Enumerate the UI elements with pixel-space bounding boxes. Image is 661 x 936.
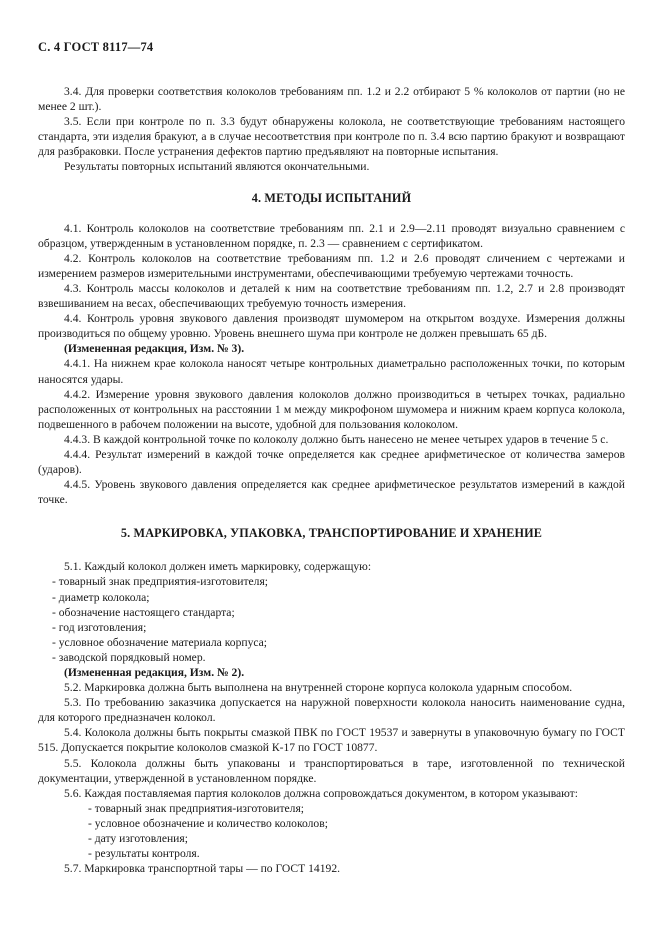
- paragraph-4-4-4: 4.4.4. Результат измерений в каждой точке определяется как среднее арифметическое от количества замеров (ударов).: [38, 447, 625, 477]
- paragraph-5-3: 5.3. По требованию заказчика допускается на наружной поверхности колокола наносить наименование судна, для которого предназначен колокол.: [38, 696, 625, 725]
- paragraph-5-5: 5.5. Колокола должны быть упакованы и транспортироваться в таре, изготовленной по технической документации, утвержденной в установленном порядке.: [38, 756, 625, 785]
- spacer-after-section-5: [38, 541, 625, 559]
- paragraph-4-4-1: 4.4.1. На нижнем крае колокола наносят четыре контрольных диаметрально расположенных точки, по которым наносятся удары.: [38, 357, 625, 386]
- document-body: [38, 84, 625, 876]
- list-item: - товарный знак предприятия-изготовителя;: [52, 575, 269, 589]
- marking-requirements-list: [38, 574, 625, 665]
- list-item: - диаметр колокола;: [52, 590, 150, 604]
- section-4-heading: 4. МЕТОДЫ ИСПЫТАНИЙ: [251, 190, 412, 205]
- list-item: - заводской порядковый номер.: [52, 650, 206, 664]
- list-item: - результаты контроля.: [88, 847, 200, 861]
- list-item: - дату изготовления;: [88, 832, 188, 846]
- paragraph-3-5: 3.5. Если при контроле по п. 3.3 будут обнаружены колокола, не соответствующие требованиям настоящего стандарта, эти изделия бракуют, а в случае несоответствия при контроле по п. 3.4 всю партию бракуют и возвращают для разбраковки. После устранения дефектов партию предъявляют на повторные испытания.: [38, 115, 625, 159]
- list-item: - товарный знак предприятия-изготовителя;: [88, 801, 305, 815]
- paragraph-4-3: 4.3. Контроль массы колоколов и деталей к ним на соответствие требованиям пп. 1.2, 2.7 и 2.8 производят взвешиванием на весах, обеспечивающих требуемую точность измерения.: [38, 281, 625, 311]
- list-item: - условное обозначение материала корпуса;: [52, 635, 268, 649]
- list-item: - обозначение настоящего стандарта;: [52, 605, 235, 619]
- list-item: - год изготовления;: [52, 620, 147, 634]
- paragraph-5-2: 5.2. Маркировка должна быть выполнена на внутренней стороне корпуса колокола ударным способом.: [64, 681, 573, 695]
- paragraph-4-4-3: 4.4.3. В каждой контрольной точке по колоколу должно быть нанесено не менее четырех ударов в течение 5 с.: [64, 432, 609, 446]
- list-item: - условное обозначение и количество колоколов;: [88, 816, 328, 830]
- paragraph-5-7: 5.7. Маркировка транспортной тары — по ГОСТ 14192.: [64, 862, 341, 876]
- spacer-before-section-5: [38, 507, 625, 526]
- paragraph-4-1: 4.1. Контроль колоколов на соответствие требованиям пп. 2.1 и 2.9—2.11 проводят визуально сравнением с образцом, утвержденным в установленном порядке, п. 2.3 — сравнением с сертификатом.: [38, 221, 625, 250]
- section-5-heading: 5. МАРКИРОВКА, УПАКОВКА, ТРАНСПОРТИРОВАНИЕ И ХРАНЕНИЕ: [120, 526, 543, 541]
- paragraph-3-5-tail: Результаты повторных испытаний являются окончательными.: [64, 160, 370, 174]
- spacer-before-section-4: [38, 175, 625, 191]
- revision-note-2: (Измененная редакция, Изм. № 2).: [64, 666, 245, 679]
- paragraph-5-1: 5.1. Каждый колокол должен иметь маркировку, содержащую:: [64, 560, 372, 574]
- paragraph-4-4-5: 4.4.5. Уровень звукового давления определяется как среднее арифметическое результатов измерений в каждой точке.: [38, 478, 625, 507]
- paragraph-5-4: 5.4. Колокола должны быть покрыты смазкой ПВК по ГОСТ 19537 и завернуты в упаковочную бумагу по ГОСТ 515. Допускается покрытие колоколов смазкой К-17 по ГОСТ 10877.: [38, 726, 625, 755]
- paragraph-5-6: 5.6. Каждая поставляемая партия колоколов должна сопровождаться документом, в котором указывают:: [64, 786, 578, 800]
- accompanying-document-list: [38, 801, 625, 861]
- paragraph-4-4-2: 4.4.2. Измерение уровня звукового давления колоколов должно производиться в четырех точках, радиально расположенных от контрольных на расстоянии 1 м между микрофоном шумомера и нижним краем корпуса колокола, подвешенного в рабочем положении на высоте, удобной для пользования колоколом.: [38, 387, 625, 431]
- paragraph-4-2: 4.2. Контроль колоколов на соответствие требованиям пп. 1.2 и 2.6 проводят сличением с чертежами и измерением размеров измерительными инструментами, обеспечивающими требуемую чертежами точность.: [38, 251, 625, 280]
- paragraph-4-4: 4.4. Контроль уровня звукового давления производят шумомером на открытом воздухе. Измерения должны производиться по общему уровню. Уровень внешнего шума при контроле не должен превышать 65 дБ.: [38, 312, 625, 341]
- page-header: С. 4 ГОСТ 8117—74: [38, 40, 154, 54]
- paragraph-3-4: 3.4. Для проверки соответствия колоколов требованиям пп. 1.2 и 2.2 отбирают 5 % колоколов от партии (но не менее 2 шт.).: [38, 85, 625, 114]
- revision-note-3: (Измененная редакция, Изм. № 3).: [64, 342, 245, 356]
- spacer-after-section-4: [38, 206, 625, 221]
